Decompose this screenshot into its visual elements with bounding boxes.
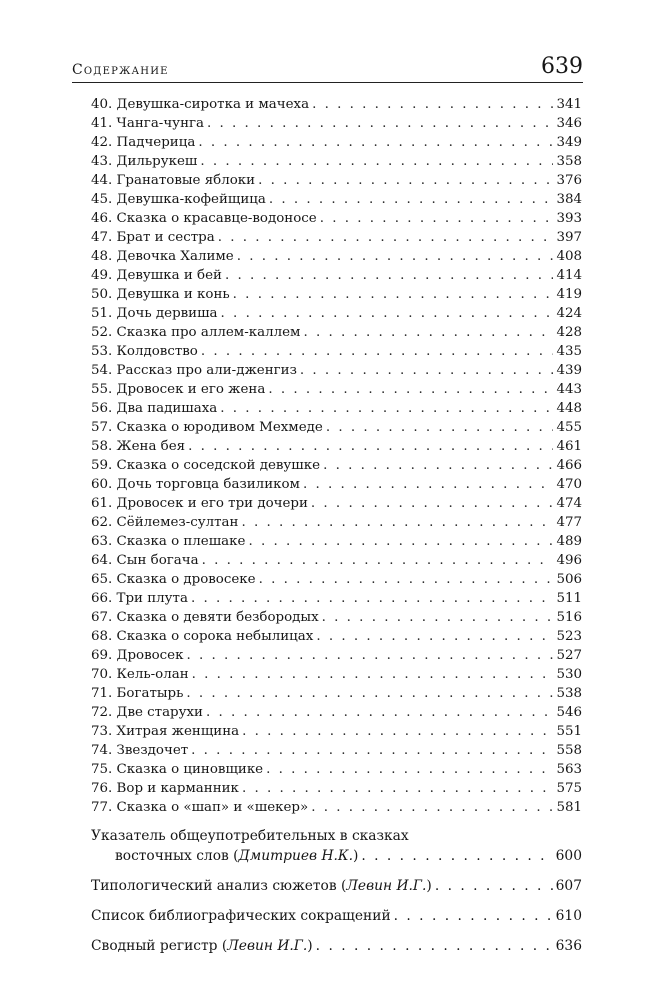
toc-entry-page: 530 xyxy=(556,667,582,682)
toc-entry xyxy=(91,361,582,380)
toc-entry-page: 538 xyxy=(556,686,582,701)
toc-entry-title: 68. Сказка о сорока небылицах xyxy=(91,629,314,644)
toc-entry-title: 59. Сказка о соседской девушке xyxy=(91,458,321,473)
toc-entry-page: 511 xyxy=(556,591,582,606)
leader-dots xyxy=(258,171,553,190)
toc-entry-page: 439 xyxy=(556,363,582,378)
toc-entry xyxy=(91,456,582,475)
toc-entry xyxy=(91,247,582,266)
toc-entry xyxy=(91,342,582,361)
toc-entry xyxy=(91,228,582,247)
leader-dots xyxy=(198,133,553,152)
leader-dots xyxy=(435,876,553,896)
leader-dots xyxy=(322,608,554,627)
toc-entry xyxy=(91,532,582,551)
leader-dots xyxy=(241,513,553,532)
leader-dots xyxy=(248,532,553,551)
toc-entry-page: 470 xyxy=(556,477,582,492)
appendix-label: Список библиографических сокращений xyxy=(91,908,391,924)
toc-entry-title: 45. Девушка-кофейщица xyxy=(91,192,266,207)
toc-entry xyxy=(91,627,582,646)
appendix-page: 607 xyxy=(555,878,582,894)
toc-entry-title: 57. Сказка о юродивом Мехмеде xyxy=(91,420,323,435)
toc-entry-title: 51. Дочь дервиша xyxy=(91,306,218,321)
leader-dots xyxy=(300,361,554,380)
toc-entry xyxy=(91,570,582,589)
toc-entry xyxy=(91,646,582,665)
toc-entry-page: 496 xyxy=(556,553,582,568)
toc-entry xyxy=(91,95,582,114)
toc-entry xyxy=(91,304,582,323)
appendix-entry-glossary: Указатель общеупотребительных в сказках восточных слов (Дмитриев Н.К.) . . . 600 xyxy=(91,826,582,866)
toc-entry-page: 419 xyxy=(556,287,582,302)
toc-entry-title: 66. Три плута xyxy=(91,591,188,606)
toc-entry-page: 435 xyxy=(556,344,582,359)
appendix-label: Сводный регистр ( xyxy=(91,938,228,954)
toc-entry-title: 72. Две старухи xyxy=(91,705,203,720)
toc-entry-page: 516 xyxy=(556,610,582,625)
toc-entry-title: 48. Девочка Халиме xyxy=(91,249,234,264)
appendix-entry-abbreviations xyxy=(91,906,582,926)
leader-dots xyxy=(394,906,553,926)
toc-entry-page: 341 xyxy=(556,97,582,112)
toc-entry-page: 474 xyxy=(556,496,582,511)
leader-dots xyxy=(207,114,553,133)
toc-entry-title: 69. Дровосек xyxy=(91,648,184,663)
toc-entry-page: 575 xyxy=(556,781,582,796)
leader-dots xyxy=(303,475,553,494)
leader-dots xyxy=(200,152,553,171)
leader-dots xyxy=(186,684,553,703)
toc-entry-page: 346 xyxy=(556,116,582,131)
toc-entry xyxy=(91,285,582,304)
leader-dots xyxy=(242,779,554,798)
toc-entry xyxy=(91,133,582,152)
appendix-author: Левин И.Г. xyxy=(346,878,427,894)
appendix-label: восточных слов ( xyxy=(115,848,239,864)
leader-dots xyxy=(259,570,554,589)
leader-dots xyxy=(237,247,554,266)
leader-dots xyxy=(266,760,553,779)
leader-dots xyxy=(311,798,553,817)
toc-entry-title: 77. Сказка о «шап» и «шекер» xyxy=(91,800,309,815)
toc-entry-title: 43. Дильрукеш xyxy=(91,154,198,169)
toc-entry xyxy=(91,171,582,190)
toc-entry xyxy=(91,760,582,779)
header-page-number: 639 xyxy=(541,54,583,79)
toc-entry-title: 73. Хитрая женщина xyxy=(91,724,240,739)
toc-entry-page: 424 xyxy=(556,306,582,321)
running-header xyxy=(72,52,583,83)
leader-dots xyxy=(233,285,554,304)
leader-dots xyxy=(311,494,554,513)
appendix-page: 600 xyxy=(555,848,582,864)
leader-dots xyxy=(320,209,554,228)
leader-dots xyxy=(206,703,553,722)
toc-entry-page: 558 xyxy=(556,743,582,758)
toc-entry-page: 523 xyxy=(556,629,582,644)
toc-entry xyxy=(91,513,582,532)
leader-dots xyxy=(191,589,553,608)
toc-entry-page: 563 xyxy=(556,762,582,777)
leader-dots xyxy=(192,665,554,684)
toc-entry-title: 47. Брат и сестра xyxy=(91,230,215,245)
leader-dots xyxy=(242,722,553,741)
toc-entry-title: 70. Кель-олан xyxy=(91,667,189,682)
toc-entry xyxy=(91,798,582,817)
toc-entry-title: 54. Рассказ про али-дженгиз xyxy=(91,363,297,378)
leader-dots xyxy=(312,95,553,114)
toc-entry xyxy=(91,589,582,608)
toc-entry-title: 46. Сказка о красавце-водоносе xyxy=(91,211,317,226)
leader-dots xyxy=(316,936,553,956)
toc-entry-page: 551 xyxy=(556,724,582,739)
leader-dots xyxy=(316,627,553,646)
toc-entry-page: 461 xyxy=(556,439,582,454)
toc-entry xyxy=(91,665,582,684)
toc-entry-title: 40. Девушка-сиротка и мачеха xyxy=(91,97,310,112)
appendix-page: 610 xyxy=(555,908,582,924)
toc-entry-title: 76. Вор и карманник xyxy=(91,781,239,796)
appendix-page: 636 xyxy=(555,938,582,954)
toc-entry xyxy=(91,684,582,703)
toc-entry-page: 358 xyxy=(556,154,582,169)
toc-entry xyxy=(91,114,582,133)
toc-entry xyxy=(91,266,582,285)
toc-entry xyxy=(91,209,582,228)
leader-dots xyxy=(191,741,553,760)
toc-entry-page: 448 xyxy=(556,401,582,416)
toc-entry-page: 384 xyxy=(556,192,582,207)
appendix-label: Типологический анализ сюжетов ( xyxy=(91,878,347,894)
toc-entry xyxy=(91,741,582,760)
appendix-entry-register: Сводный регистр (Левин И.Г.) . . . 636 xyxy=(91,936,582,956)
toc-entry-title: 75. Сказка о циновщике xyxy=(91,762,264,777)
toc-entry-title: 58. Жена бея xyxy=(91,439,186,454)
toc-entry xyxy=(91,494,582,513)
toc-entry-page: 414 xyxy=(556,268,582,283)
toc-entry-title: 62. Сёйлемез-султан xyxy=(91,515,239,530)
toc-entry xyxy=(91,608,582,627)
toc-entry xyxy=(91,152,582,171)
leader-dots xyxy=(220,399,553,418)
appendix-entry-typology: Типологический анализ сюжетов (Левин И.Г.) . . . 607 xyxy=(91,876,582,896)
toc-entry-page: 466 xyxy=(556,458,582,473)
toc-entry xyxy=(91,475,582,494)
toc-entry-page: 489 xyxy=(556,534,582,549)
toc-entry-page: 506 xyxy=(556,572,582,587)
toc-entry-page: 527 xyxy=(556,648,582,663)
toc-entry-title: 50. Девушка и конь xyxy=(91,287,230,302)
toc-entry-title: 56. Два падишаха xyxy=(91,401,218,416)
leader-dots xyxy=(188,437,553,456)
toc-entry-page: 349 xyxy=(556,135,582,150)
leader-dots xyxy=(326,418,554,437)
toc-entry-title: 53. Колдовство xyxy=(91,344,198,359)
toc-entry-title: 74. Звездочет xyxy=(91,743,189,758)
toc-entry-page: 397 xyxy=(556,230,582,245)
toc-entry-page: 455 xyxy=(556,420,582,435)
toc-entry xyxy=(91,399,582,418)
leader-dots xyxy=(202,551,554,570)
toc-entry-title: 42. Падчерица xyxy=(91,135,196,150)
toc-entry-page: 428 xyxy=(556,325,582,340)
toc-entry-page: 443 xyxy=(556,382,582,397)
toc-entry-title: 41. Чанга-чунга xyxy=(91,116,204,131)
toc-entry xyxy=(91,323,582,342)
toc-entry-title: 44. Гранатовые яблоки xyxy=(91,173,256,188)
toc-entry xyxy=(91,551,582,570)
leader-dots xyxy=(218,228,554,247)
toc-entry-title: 60. Дочь торговца базиликом xyxy=(91,477,300,492)
toc-entry-title: 64. Сын богача xyxy=(91,553,199,568)
header-title: Содержание xyxy=(72,62,169,78)
toc-entry-title: 71. Богатырь xyxy=(91,686,184,701)
leader-dots xyxy=(269,190,554,209)
toc-entry-page: 376 xyxy=(556,173,582,188)
appendix-author: Левин И.Г. xyxy=(227,938,308,954)
toc-entry xyxy=(91,418,582,437)
toc-entry-page: 393 xyxy=(556,211,582,226)
toc-entry-title: 49. Девушка и бей xyxy=(91,268,222,283)
toc-entry-title: 63. Сказка о плешаке xyxy=(91,534,246,549)
toc-entry xyxy=(91,779,582,798)
table-of-contents xyxy=(91,95,582,817)
appendix-list xyxy=(91,826,582,966)
toc-entry-title: 61. Дровосек и его три дочери xyxy=(91,496,308,511)
leader-dots xyxy=(303,323,553,342)
leader-dots xyxy=(186,646,553,665)
appendix-label-line1: Указатель общеупотребительных в сказках xyxy=(91,828,409,844)
toc-entry-title: 65. Сказка о дровосеке xyxy=(91,572,256,587)
toc-entry xyxy=(91,703,582,722)
toc-entry-title: 67. Сказка о девяти безбородых xyxy=(91,610,319,625)
toc-entry-page: 546 xyxy=(556,705,582,720)
leader-dots xyxy=(221,304,554,323)
toc-entry xyxy=(91,380,582,399)
appendix-author: Дмитриев Н.К. xyxy=(238,848,353,864)
toc-entry-page: 477 xyxy=(556,515,582,530)
toc-entry xyxy=(91,190,582,209)
leader-dots xyxy=(323,456,553,475)
leader-dots xyxy=(225,266,554,285)
toc-entry-title: 55. Дровосек и его жена xyxy=(91,382,266,397)
toc-entry xyxy=(91,722,582,741)
leader-dots xyxy=(201,342,554,361)
toc-entry-page: 408 xyxy=(556,249,582,264)
leader-dots xyxy=(361,846,552,866)
toc-entry-page: 581 xyxy=(556,800,582,815)
toc-entry xyxy=(91,437,582,456)
toc-entry-title: 52. Сказка про аллем-каллем xyxy=(91,325,301,340)
leader-dots xyxy=(268,380,553,399)
